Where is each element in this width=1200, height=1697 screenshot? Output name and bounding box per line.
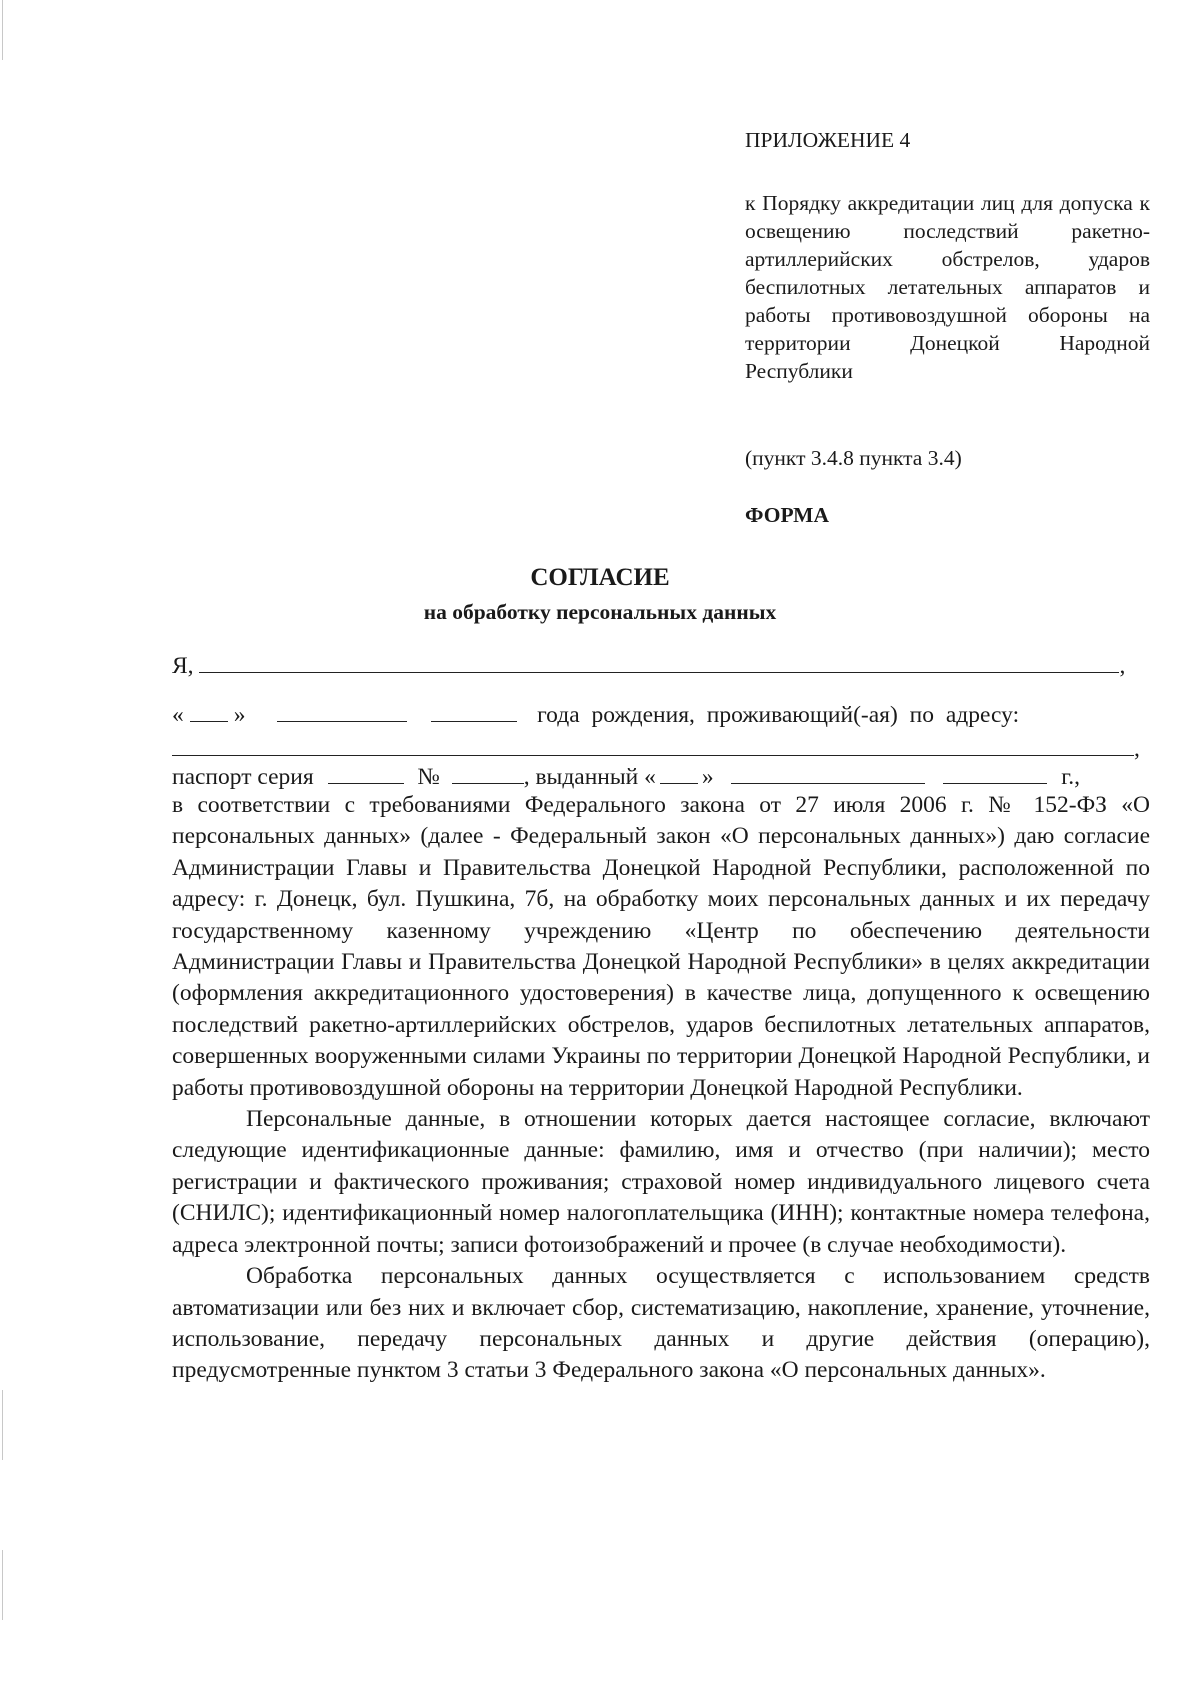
scan-edge-artifact [2, 1390, 3, 1460]
consent-body [172, 790, 1150, 1387]
full-name-field[interactable] [199, 650, 1119, 673]
passport-number-field[interactable] [452, 761, 524, 784]
scan-edge-artifact [2, 1550, 3, 1620]
issue-date-field[interactable] [943, 761, 1047, 784]
birth-quote-open: « [172, 702, 184, 728]
birth-text: года рождения, проживающий(-ая) по адресу: [537, 702, 1020, 728]
address-field[interactable] [172, 733, 1134, 756]
birth-day-field[interactable] [190, 699, 228, 722]
document-title: СОГЛАСИЕ [530, 564, 670, 591]
issue-day-field[interactable] [660, 761, 698, 784]
birth-line [172, 699, 1150, 731]
name-line [172, 650, 1150, 682]
consent-paragraph: в соответствии с требованиями Федерального закона от 27 июля 2006 г. № 152-ФЗ «О персональных данных» (далее - Федеральный закон «О персональных данных») даю согласие Администрации Главы и Правительства Донецкой Народной Республики, расположенной по адресу: г. Донецк, бул. Пушкина, 7б, на обработку моих персональных данных и их передачу государственному казенному учреждению «Центр по обеспечению деятельности Администрации Главы и Правительства Донецкой Народной Республики» в целях аккредитации (оформления аккредитационного удостоверения) в качестве лица, допущенного к освещению последствий ракетно-артиллерийских обстрелов, ударов беспилотных летательных аппаратов, совершенных вооруженными силами Украины по территории Донецкой Народной Республики, и работы противовоздушной обороны на территории Донецкой Народной Республики. [172, 792, 1150, 1101]
scan-edge-artifact [2, 0, 3, 60]
document-subtitle: на обработку персональных данных [423, 600, 777, 624]
issued-close: » [701, 764, 714, 790]
personal-data-paragraph: Персональные данные, в отношении которых дается настоящее согласие, включают следующие идентификационные данные: фамилию, имя и отчество (при наличии); место регистрации и фактического проживания; страховой номер индивидуального лицевого счета (СНИЛС); идентификационный номер налогоплательщика (ИНН); контактные номера телефона, адреса электронной почты; записи фотоизображений и прочее (в случае необходимости). [172, 1106, 1150, 1258]
form-label: ФОРМА [745, 503, 829, 527]
passport-number-sign: № [417, 764, 440, 790]
year-suffix: г., [1061, 764, 1080, 790]
appendix-description: к Порядку аккредитации лиц для допуска к освещению последствий ракетно-артиллерийских обстрелов, ударов беспилотных летательных аппаратов и работы противовоздушной обороны на территории Донецкой Народной Республики [745, 191, 1150, 383]
issued-text: , выданный « [523, 764, 656, 790]
birth-month-field[interactable] [277, 699, 407, 722]
birth-year-field[interactable] [431, 699, 517, 722]
processing-paragraph: Обработка персональных данных осуществляется с использованием средств автоматизации или без них и включает сбор, систематизацию, накопление, хранение, уточнение, использование, передачу персональных данных и другие действия (операцию), предусмотренные пунктом 3 статьи 3 Федерального закона «О персональных данных». [172, 1263, 1150, 1384]
issuer-field[interactable] [731, 761, 925, 784]
name-suffix: , [1119, 653, 1126, 679]
appendix-title: ПРИЛОЖЕНИЕ 4 [745, 128, 911, 152]
passport-line [172, 761, 1150, 793]
appendix-reference: (пункт 3.4.8 пункта 3.4) [745, 446, 962, 470]
passport-series-field[interactable] [328, 761, 404, 784]
passport-series-label: паспорт серия [172, 764, 314, 790]
address-suffix: , [1134, 736, 1140, 762]
birth-quote-close: » [233, 702, 246, 728]
name-prefix: Я, [172, 653, 194, 679]
